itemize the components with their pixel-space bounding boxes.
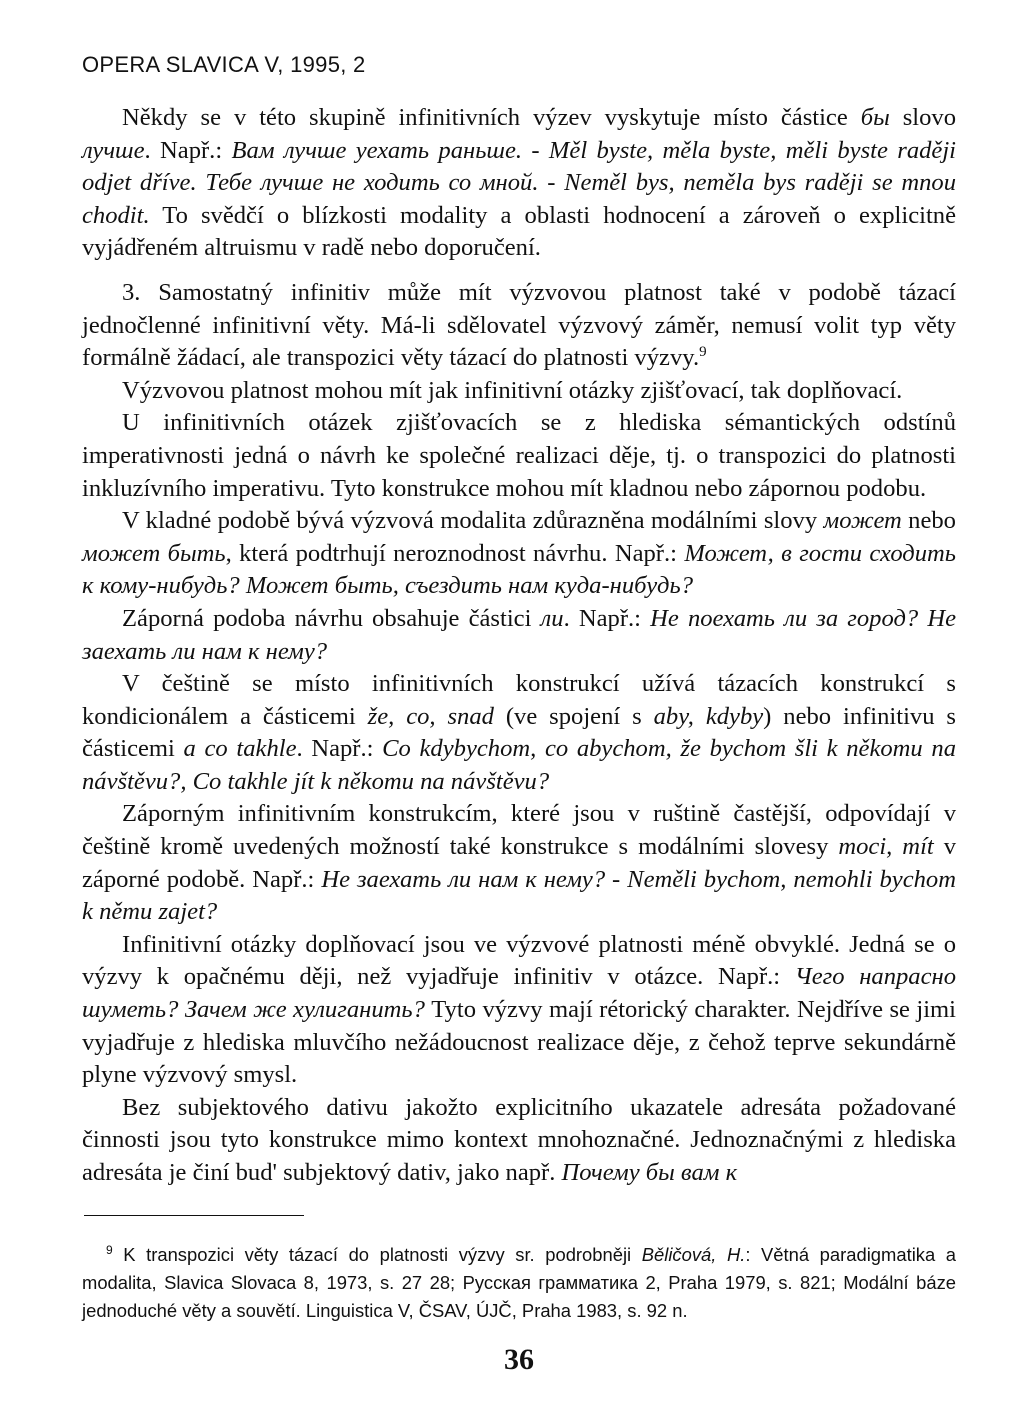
paragraph: [82, 668, 956, 798]
text-run: : Větná paradigmatika a modalita, Slavica Slovaca 8, 1973, s. 27 28; Русская грамматика 2, Praha 1979, s. 821; Modální báze jednoduché věty a souvětí. Linguistica V, ČSAV, ÚJČ, Praha 1983, s. 92 n.: [82, 1244, 957, 1321]
paragraph: [82, 505, 956, 603]
text-run: Záporná podoba návrhu obsahuje částici: [122, 604, 541, 632]
italic-example: бы: [860, 104, 890, 131]
italic-example: ли: [540, 604, 564, 632]
text-run: To svědčí o blízkosti modality a oblasti hodnocení a zároveň o explicitně vyjádřeném altruismu v radě nebo doporučení.: [82, 201, 956, 262]
italic-example: Не поехать ли за город? Не заехать ли нам к нему?: [82, 604, 956, 665]
italic-example: может: [823, 507, 902, 535]
paragraph: [82, 277, 956, 375]
text-run: . Např.:: [563, 604, 651, 632]
italic-example: может быть: [82, 539, 226, 567]
italic-example: Почему бы вам к: [561, 1159, 738, 1186]
footnote-rule: [84, 1215, 304, 1216]
text-run: K transpozici věty tázací do platnosti výzvy sr. podrobněji: [112, 1244, 642, 1265]
italic-example: Может, в гости сходить к кому-нибудь? Может быть, съездить нам куда-нибудь?: [82, 539, 956, 600]
italic-example: a co takhle: [183, 735, 297, 763]
running-head: OPERA SLAVICA V, 1995, 2: [82, 52, 366, 77]
footnote-marker: 9: [106, 1243, 113, 1257]
text-run: . Např.:: [296, 735, 383, 763]
page-number: 36: [504, 1343, 534, 1376]
paragraph: [82, 102, 956, 265]
text-run: , která podtrhují neroznodnost návrhu. Např.:: [225, 539, 685, 567]
paragraph: [82, 603, 956, 668]
text-run: U infinitivních otázek zjišťovacích se z hlediska sémantických odstínů imperativnosti jedná o návrh ke společné realizaci děje, tj. o transpozici do platnosti inkluzívního imperativu. Tyto konstrukce mohou mít kladnou nebo zápornou podobu.: [82, 409, 956, 502]
body-text: [82, 102, 956, 1190]
italic-example: Вам лучше уехать раньше. - Měl byste, měla byste, měli byste raději odjet dříve. Тебе лучше не ходить со мной. - Neměl bys, neměla bys raději se mnou chodit.: [82, 136, 957, 229]
italic-example: лучше: [82, 136, 145, 164]
italic-example: Běličová, H.: [641, 1244, 746, 1265]
text-run: Bez subjektového dativu jakožto explicitního ukazatele adresáta požadované činnosti jsou tyto konstrukce mimo kontext mnohoznačné. Jednoznačnými z hlediska adresáta je činí bud' subjektový dativ, jako např.: [82, 1093, 956, 1186]
text-run: Tyto výzvy mají rétorický charakter. Nejdříve se jimi vyjadřuje z hlediska mluvčího nežádoucnost realizace děje, z čehož teprve sekundárně plyne výzvový smysl.: [82, 996, 957, 1089]
footnote-marker: 9: [699, 344, 707, 361]
text-run: v záporné podobě. Např.:: [82, 833, 957, 893]
footnote-text: [82, 1241, 956, 1325]
text-run: Infinitivní otázky doplňovací jsou ve výzvové platnosti méně obvyklé. Jedná se o výzvy k opačnému ději, než vyjadřuje infinitiv v otázce. Např.:: [82, 930, 956, 991]
paragraph: [82, 375, 956, 408]
journal-page: [82, 0, 956, 1407]
text-run: (ve spojení s: [493, 702, 654, 730]
paragraph: [82, 798, 956, 928]
text-run: . Např.:: [144, 136, 232, 164]
text-run: slovo: [889, 104, 956, 131]
italic-example: Не заехать ли нам к нему? - Neměli bychom, nemohli bychom k němu zajet?: [82, 865, 956, 926]
paragraph: [82, 1092, 956, 1190]
italic-example: Co kdybychom, co abychom, že bychom šli k někomu na návštěvu?, Co takhle jít k někomu na návštěvu?: [82, 735, 956, 795]
footnote: [82, 1241, 956, 1325]
paragraph: [82, 407, 956, 505]
paragraph: [82, 929, 956, 1092]
italic-example: aby, kdyby: [653, 702, 764, 730]
text-run: nebo: [901, 507, 956, 535]
text-run: V češtině se místo infinitivních konstrukcí užívá tázacích konstrukcí s kondicionálem a částicemi: [82, 670, 956, 730]
text-run: Výzvovou platnost mohou mít jak infinitivní otázky zjišťovací, tak doplňovací.: [122, 376, 903, 404]
text-run: Někdy se v této skupině infinitivních výzev vyskytuje místo částice: [122, 104, 861, 131]
italic-example: že, co, snad: [367, 702, 494, 730]
text-run: ) nebo infinitivu s částicemi: [82, 702, 957, 763]
text-run: 3. Samostatný infinitiv může mít výzvovou platnost také v podobě tázací jednočlenné infinitivní věty. Má-li sdělovatel výzvový záměr, nemusí volit typ věty formálně žádací, ale transpozici věty tázací do platnosti výzvy.: [82, 278, 956, 372]
text-run: Záporným infinitivním konstrukcím, které jsou v ruštině častější, odpovídají v češtině kromě uvedených možností také konstrukce s modálními slovesy: [82, 800, 956, 861]
italic-example: Чего напрасно шуметь? Зачем же хулиганить?: [82, 963, 957, 1024]
italic-example: moci, mít: [838, 833, 934, 861]
text-run: V kladné podobě bývá výzvová modalita zdůrazněna modálními slovy: [122, 507, 824, 535]
